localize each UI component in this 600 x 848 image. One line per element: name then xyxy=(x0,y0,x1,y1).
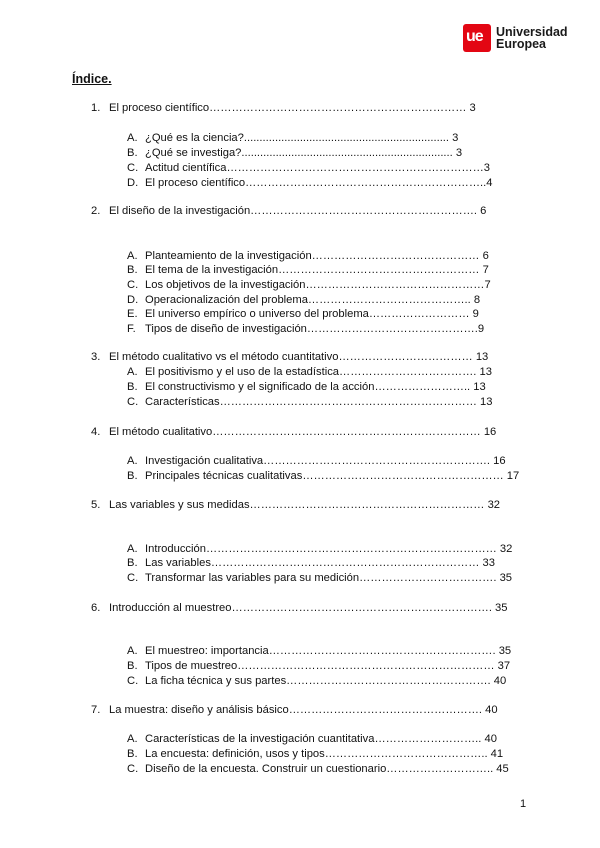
toc-chapter xyxy=(91,350,488,364)
toc-marker: A. xyxy=(127,132,138,144)
toc-marker: B. xyxy=(127,470,138,482)
toc-text: El universo empírico o universo del problema……………………… 9 xyxy=(145,308,479,320)
toc-chapter xyxy=(91,703,498,717)
toc-marker: C. xyxy=(127,279,139,291)
toc-marker: 3. xyxy=(91,351,101,363)
toc-marker: E. xyxy=(127,308,138,320)
toc-section xyxy=(127,380,486,394)
toc-text: El positivismo y el uso de la estadística………………………………. 13 xyxy=(145,366,492,378)
toc-text: El tema de la investigación……………………………………………… 7 xyxy=(145,264,489,276)
logo-line2: Europea xyxy=(496,37,547,51)
toc-text: El método cualitativo……………………………………………………………… 16 xyxy=(109,426,497,438)
toc-marker: A. xyxy=(127,543,138,555)
toc-marker: A. xyxy=(127,645,138,657)
toc-text: El método cualitativo vs el método cuantitativo……………………………… 13 xyxy=(109,351,489,363)
toc-text: Diseño de la encuesta. Construir un cuestionario……………………….. 45 xyxy=(145,763,509,775)
toc-marker: F. xyxy=(127,323,136,335)
toc-text: Actitud científica……………………………………………………………3 xyxy=(145,162,490,174)
toc-marker: 5. xyxy=(91,499,101,511)
toc-section xyxy=(127,131,458,145)
toc-chapter xyxy=(91,204,486,218)
toc-marker: 2. xyxy=(91,205,101,217)
toc-text: La ficha técnica y sus partes………………………………………………. 40 xyxy=(145,675,507,687)
toc-marker: 1. xyxy=(91,102,101,114)
toc-section xyxy=(127,469,519,483)
toc-text: La muestra: diseño y análisis básico……………………………………………. 40 xyxy=(109,704,498,716)
toc-marker: C. xyxy=(127,763,139,775)
toc-text: Tipos de muestreo…………………………………………………………… 37 xyxy=(145,660,511,672)
toc-text: Principales técnicas cualitativas……………………………………………… 17 xyxy=(145,470,520,482)
toc-text: El proceso científico………………………………………………………..4 xyxy=(145,177,493,189)
toc-marker: C. xyxy=(127,162,139,174)
toc-section xyxy=(127,556,495,570)
toc-marker: 4. xyxy=(91,426,101,438)
toc-marker: A. xyxy=(127,733,138,745)
toc-text: El constructivismo y el significado de la acción…………………….. 13 xyxy=(145,381,486,393)
toc-marker: B. xyxy=(127,748,138,760)
toc-text: Introducción…………………………………………………………………… 32 xyxy=(145,543,513,555)
toc-marker: C. xyxy=(127,675,139,687)
toc-chapter xyxy=(91,101,476,115)
toc-section xyxy=(127,263,489,277)
logo-mark-text: ue xyxy=(466,28,483,45)
toc-section xyxy=(127,542,512,556)
toc-text: El proceso científico…………………………………………………………… 3 xyxy=(109,102,476,114)
toc-marker: B. xyxy=(127,381,138,393)
logo-mark-icon xyxy=(463,24,491,52)
toc-text: El muestreo: importancia……………………………………………………. 35 xyxy=(145,645,512,657)
toc-section xyxy=(127,365,492,379)
toc-marker: 6. xyxy=(91,602,101,614)
toc-section xyxy=(127,278,491,292)
toc-marker: A. xyxy=(127,455,138,467)
toc-section xyxy=(127,146,462,160)
toc-text: ¿Qué se investiga?.................................................................... 3 xyxy=(145,147,463,159)
page-number: 1 xyxy=(520,798,527,810)
toc-marker: B. xyxy=(127,660,138,672)
toc-section xyxy=(127,293,480,307)
toc-section xyxy=(127,747,503,761)
toc-marker: B. xyxy=(127,147,138,159)
toc-text: Características de la investigación cuantitativa……………………….. 40 xyxy=(145,733,497,745)
toc-text: Los objetivos de la investigación…………………………………………7 xyxy=(145,279,491,291)
toc-section xyxy=(127,395,492,409)
toc-section xyxy=(127,571,512,585)
toc-text: Operacionalización del problema…………………………………….. 8 xyxy=(145,294,481,306)
toc-section xyxy=(127,732,497,746)
toc-section xyxy=(127,644,511,658)
toc-section xyxy=(127,322,484,336)
toc-text: Introducción al muestreo……………………………………………………………. 35 xyxy=(109,602,508,614)
toc-marker: C. xyxy=(127,572,139,584)
toc-chapter xyxy=(91,425,496,439)
toc-marker: B. xyxy=(127,557,138,569)
toc-marker: C. xyxy=(127,396,139,408)
toc-marker: B. xyxy=(127,264,138,276)
toc-text: ¿Qué es la ciencia?.................................................................. 3 xyxy=(145,132,459,144)
toc-marker: D. xyxy=(127,294,139,306)
logo-text xyxy=(496,26,568,50)
toc-section xyxy=(127,762,509,776)
toc-section xyxy=(127,249,489,263)
toc-text: Tipos de diseño de investigación……………………………………….9 xyxy=(145,323,485,335)
toc-text: Las variables y sus medidas……………………………………………………… 32 xyxy=(109,499,501,511)
toc-chapter xyxy=(91,498,500,512)
university-logo xyxy=(463,24,568,52)
toc-marker: 7. xyxy=(91,704,101,716)
toc-marker: A. xyxy=(127,366,138,378)
toc-section xyxy=(127,307,479,321)
toc-chapter xyxy=(91,601,507,615)
toc-section xyxy=(127,659,510,673)
toc-text: La encuesta: definición, usos y tipos…………………………………….. 41 xyxy=(145,748,504,760)
toc-section xyxy=(127,674,506,688)
toc-text: Investigación cualitativa……………………………………………………. 16 xyxy=(145,455,506,467)
toc-text: El diseño de la investigación……………………………………………………. 6 xyxy=(109,205,487,217)
toc-text: Las variables……………………………………………………………… 33 xyxy=(145,557,495,569)
toc-text: Planteamiento de la investigación……………………………………… 6 xyxy=(145,250,489,262)
toc-marker: A. xyxy=(127,250,138,262)
toc-text: Transformar las variables para su medición………………………………. 35 xyxy=(145,572,513,584)
toc-section xyxy=(127,161,490,175)
logo-line1: Universidad xyxy=(496,25,568,39)
toc-section xyxy=(127,454,506,468)
toc-section xyxy=(127,176,493,190)
index-heading: Índice. xyxy=(72,72,112,86)
toc-marker: D. xyxy=(127,177,139,189)
toc-text: Características…………………………………………………………… 13 xyxy=(145,396,493,408)
